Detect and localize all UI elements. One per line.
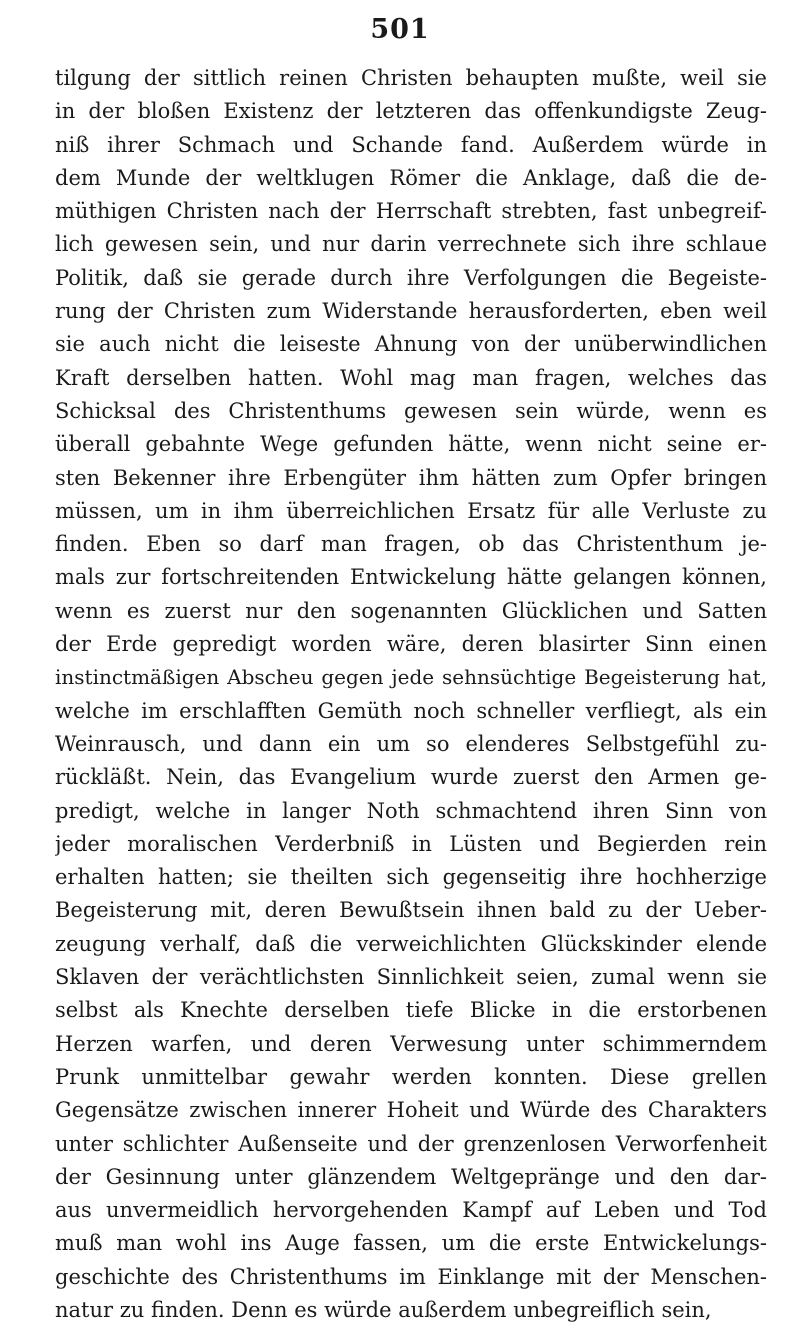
- text-line: lich gewesen sein, und nur darin verrechnete sich ihre schlaue: [55, 232, 767, 257]
- text-line: müthigen Christen nach der Herrschaft strebten, fast unbegreif-: [55, 199, 767, 224]
- text-line: muß man wohl ins Auge fassen, um die erste Entwickelungs-: [55, 1231, 767, 1256]
- text-line: rückläßt. Nein, das Evangelium wurde zuerst den Armen ge-: [55, 765, 767, 790]
- text-line: geschichte des Christenthums im Einklange mit der Menschen-: [55, 1264, 767, 1289]
- text-line: der Erde gepredigt worden wäre, deren blasirter Sinn einen: [55, 632, 767, 657]
- text-line: Kraft derselben hatten. Wohl mag man fragen, welches das: [55, 365, 767, 390]
- text-line: tilgung der sittlich reinen Christen behaupten mußte, weil sie: [55, 66, 767, 90]
- text-line: aus unvermeidlich hervorgehenden Kampf auf Leben und Tod: [55, 1198, 767, 1223]
- text-line: dem Munde der weltklugen Römer die Anklage, daß die de-: [55, 165, 767, 190]
- text-line: niß ihrer Schmach und Schande fand. Außerdem würde in: [55, 132, 767, 157]
- text-line: in der bloßen Existenz der letzteren das offenkundigste Zeug-: [55, 99, 767, 124]
- page-number: 501: [370, 14, 430, 45]
- text-line: wenn es zuerst nur den sogenannten Glücklichen und Satten: [55, 598, 767, 623]
- text-line: natur zu finden. Denn es würde außerdem unbegreiflich sein,: [55, 1297, 712, 1322]
- text-line: mals zur fortschreitenden Entwickelung hätte gelangen können,: [55, 565, 767, 590]
- text-line: sten Bekenner ihre Erbengüter ihm hätten zum Opfer bringen: [55, 465, 767, 490]
- text-line: predigt, welche in langer Noth schmachtend ihren Sinn von: [55, 798, 767, 823]
- text-line: Prunk unmittelbar gewahr werden konnten. Diese grellen: [55, 1064, 767, 1089]
- text-line: der Gesinnung unter glänzendem Weltgepränge und den dar-: [55, 1164, 767, 1189]
- text-line: Schicksal des Christenthums gewesen sein würde, wenn es: [55, 398, 767, 423]
- text-line: welche im erschlafften Gemüth noch schneller verfliegt, als ein: [55, 698, 767, 723]
- text-line: sie auch nicht die leiseste Ahnung von der unüberwindlichen: [55, 332, 767, 357]
- text-line: Herzen warfen, und deren Verwesung unter schimmerndem: [55, 1031, 767, 1056]
- text-line: jeder moralischen Verderbniß in Lüsten und Begierden rein: [55, 831, 767, 856]
- text-line: Begeisterung mit, deren Bewußtsein ihnen bald zu der Ueber-: [55, 898, 767, 923]
- text-line: selbst als Knechte derselben tiefe Blicke in die erstorbenen: [55, 998, 767, 1023]
- text-line: überall gebahnte Wege gefunden hätte, wenn nicht seine er-: [55, 432, 767, 457]
- body-text: [55, 62, 767, 1327]
- text-line: Gegensätze zwischen innerer Hoheit und Würde des Charakters: [55, 1098, 767, 1123]
- text-line: rung der Christen zum Widerstande herausforderten, eben weil: [55, 299, 767, 324]
- text-line: Weinrausch, und dann ein um so elenderes Selbstgefühl zu-: [55, 731, 767, 756]
- text-line: Politik, daß sie gerade durch ihre Verfolgungen die Begeiste-: [55, 265, 767, 290]
- text-line: finden. Eben so darf man fragen, ob das Christenthum je-: [55, 532, 767, 557]
- text-line: unter schlichter Außenseite und der grenzenlosen Verworfenheit: [55, 1131, 767, 1156]
- text-line: müssen, um in ihm überreichlichen Ersatz für alle Verluste zu: [55, 498, 767, 523]
- text-line: zeugung verhalf, daß die verweichlichten Glückskinder elende: [55, 931, 767, 956]
- text-line: Sklaven der verächtlichsten Sinnlichkeit seien, zumal wenn sie: [55, 965, 767, 990]
- text-line: instinctmäßigen Abscheu gegen jede sehnsüchtige Begeisterung hat,: [55, 665, 767, 690]
- text-line: erhalten hatten; sie theilten sich gegenseitig ihre hochherzige: [55, 865, 767, 890]
